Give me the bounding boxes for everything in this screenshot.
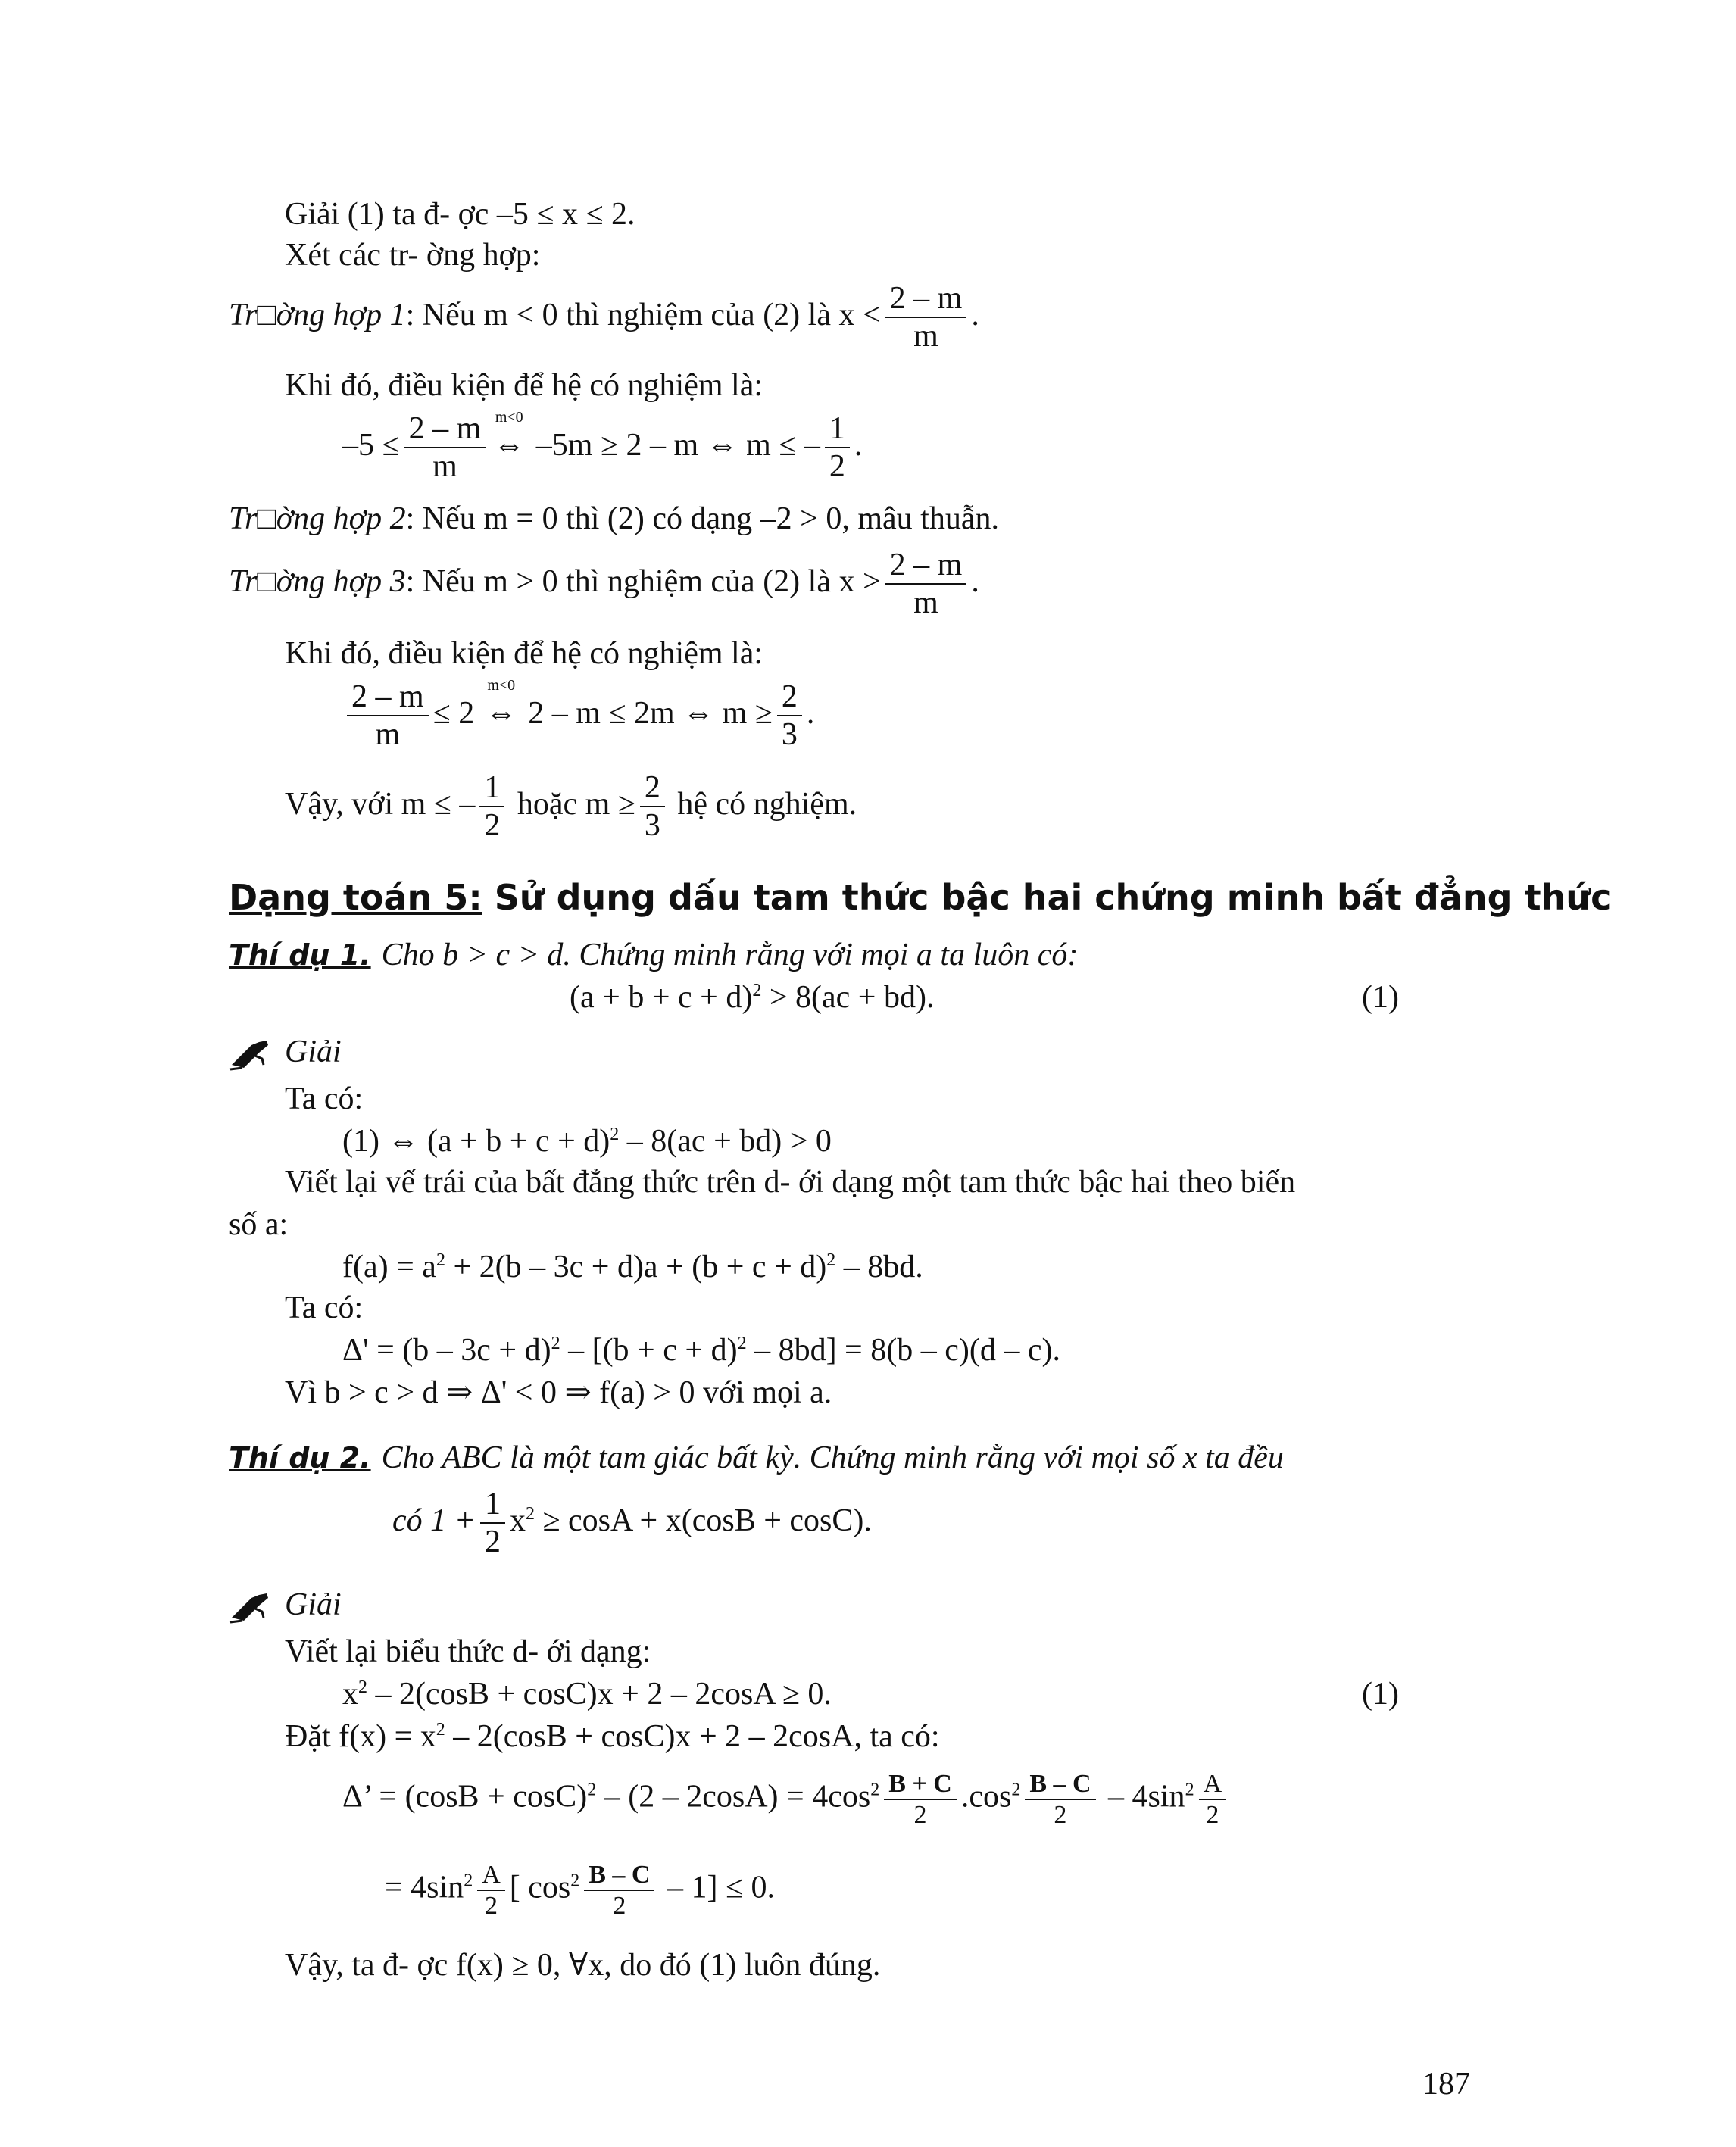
numerator: 2 – m [885, 547, 967, 585]
formula-part: + 2(b – 3c + d)a + (b + c + d) [445, 1250, 827, 1284]
fraction [477, 1860, 505, 1921]
numerator: B + C [884, 1769, 957, 1800]
numerator: 1 [825, 410, 850, 448]
ineq-part: 2 – m ≤ 2m ⇔ m ≥ [528, 695, 773, 731]
formula-part: có 1 + [392, 1503, 476, 1538]
formula-part: – 2(cosB + cosC)x + 2 – 2cosA, ta có: [445, 1719, 940, 1754]
formula-part: Δ' = (b – 3c + d) [342, 1333, 551, 1368]
superscript: 2 [587, 1780, 597, 1800]
numerator: 2 – m [404, 410, 486, 448]
formula-part: > 8(ac + bd). [761, 980, 935, 1015]
text-line: số a: [229, 1207, 289, 1242]
numerator: 2 – m [347, 679, 429, 716]
numerator: 1 [480, 1486, 505, 1524]
text-line: Giải (1) ta đ- ợc –5 ≤ x ≤ 2. [285, 197, 635, 232]
iff-symbol: ⇔ [493, 427, 526, 463]
inequality-2 [342, 676, 815, 754]
case-text: : Nếu m > 0 thì nghiệm của (2) là x > [405, 563, 881, 599]
superscript: 2 [464, 1871, 473, 1891]
formula-part: = 4sin [385, 1870, 464, 1905]
denominator: 3 [781, 717, 798, 753]
equation-number: (1) [1362, 1677, 1399, 1712]
fraction [1199, 1769, 1227, 1830]
text-line: Viết lại vế trái của bất đẳng thức trên d- ới dạng một tam thức bậc hai theo biến [285, 1165, 1296, 1200]
numerator: 2 [640, 769, 665, 807]
denominator: 2 [1206, 1801, 1219, 1830]
inequality-1 [342, 410, 862, 485]
math-line [342, 1251, 923, 1283]
case-text: : Nếu m < 0 thì nghiệm của (2) là x < [405, 297, 881, 332]
denominator: 2 [1054, 1801, 1067, 1830]
formula-part: x [342, 1677, 358, 1712]
superscript: 2 [436, 1250, 445, 1270]
case-label: Tr□ờng hợp 1 [229, 297, 406, 332]
formula-part: – 8bd. [835, 1250, 923, 1284]
math-line [342, 1334, 1060, 1366]
superscript: 2 [826, 1250, 836, 1270]
superscript: 2 [752, 981, 762, 1000]
writing-hand-icon [229, 1590, 273, 1624]
denominator: 2 [484, 1524, 501, 1560]
denominator: m [432, 449, 457, 485]
superscript: 2 [610, 1125, 620, 1144]
formula-part: Δ’ = (cosB + cosC) [342, 1779, 588, 1815]
section-title: Sử dụng dấu tam thức bậc hai chứng minh bất đẳng thức [494, 877, 1612, 918]
superscript: 2 [551, 1334, 560, 1353]
example-2-statement [229, 1442, 1284, 1474]
formula-part: x [509, 1503, 526, 1538]
text-line: Khi đó, điều kiện để hệ có nghiệm là: [285, 636, 763, 671]
math-line [285, 1721, 940, 1752]
superscript: 2 [358, 1677, 367, 1697]
fraction [825, 410, 850, 485]
example-statement: Cho ABC là một tam giác bất kỳ. Chứng minh rằng với mọi số x ta đều [381, 1440, 1284, 1475]
math-line [342, 1678, 832, 1710]
numerator: 2 [777, 679, 802, 716]
writing-hand-icon [229, 1038, 273, 1071]
formula-part: – (2 – 2cosA) = 4cos [596, 1779, 871, 1815]
denominator: 3 [644, 808, 660, 844]
iff-with-condition [482, 676, 520, 731]
fraction [777, 679, 802, 754]
superscript: 2 [436, 1720, 445, 1740]
text-line: Vì b > c > d ⇒ Δ' < 0 ⇒ f(a) > 0 với mọi a. [285, 1375, 832, 1410]
formula-part: .cos [960, 1779, 1012, 1815]
equation-number: (1) [1362, 980, 1399, 1015]
conclusion-line [285, 769, 857, 844]
text-line: Ta có: [285, 1290, 364, 1325]
solution-heading [229, 1589, 342, 1624]
case-1-line [229, 280, 979, 355]
fraction [1025, 1769, 1095, 1830]
period: . [971, 563, 979, 599]
text-line: Xét các tr- ờng hợp: [285, 238, 541, 273]
denominator: 2 [484, 1892, 498, 1921]
denominator: m [913, 585, 938, 621]
fraction [584, 1860, 654, 1921]
formula-part: – 4sin [1100, 1779, 1185, 1815]
condition: m<0 [487, 676, 516, 694]
superscript: 2 [737, 1334, 747, 1353]
denominator: 2 [484, 808, 501, 844]
text-line: Ta có: [285, 1081, 364, 1116]
formula-part: – 8bd] = 8(b – c)(d – c). [746, 1333, 1060, 1368]
period: . [806, 695, 815, 731]
fraction [885, 547, 967, 622]
delta-line-2 [385, 1860, 775, 1921]
example-label: Thí dụ 2. [229, 1441, 371, 1475]
example-1-statement [229, 939, 1078, 971]
denominator: m [913, 319, 938, 354]
formula-part: – 2(cosB + cosC)x + 2 – 2cosA ≥ 0. [367, 1677, 832, 1712]
formula-part: – 1] ≤ 0. [659, 1870, 776, 1905]
formula-part: ≥ cosA + x(cosB + cosC). [534, 1503, 872, 1538]
period: . [854, 427, 863, 463]
text-line: Khi đó, điều kiện để hệ có nghiệm là: [285, 368, 763, 403]
iff-symbol: ⇔ [485, 695, 517, 731]
formula-part: [ cos [509, 1870, 571, 1905]
ineq-part: –5m ≥ 2 – m ⇔ m ≤ – [535, 427, 820, 463]
example-label: Thí dụ 1. [229, 938, 371, 972]
conclusion-part: Vậy, với m ≤ – [285, 786, 476, 822]
superscript: 2 [1185, 1780, 1194, 1800]
numerator: B – C [584, 1860, 654, 1891]
case-label: Tr□ờng hợp 3 [229, 563, 406, 599]
solution-heading [229, 1036, 342, 1071]
page-number: 187 [1422, 2067, 1470, 2102]
conclusion-part: hệ có nghiệm. [677, 786, 857, 822]
superscript: 2 [870, 1780, 880, 1800]
denominator: 2 [829, 449, 845, 485]
fraction [404, 410, 486, 485]
fraction [885, 280, 967, 355]
numerator: A [1199, 1769, 1227, 1800]
iff-with-condition [490, 408, 528, 463]
text-line: Vậy, ta đ- ợc f(x) ≥ 0, ∀x, do đó (1) luôn đúng. [285, 1948, 881, 1983]
ineq-part: ≤ 2 [432, 695, 475, 731]
period: . [971, 297, 979, 332]
fraction [347, 679, 429, 754]
case-label: Tr□ờng hợp 2 [229, 501, 406, 536]
case-text: : Nếu m = 0 thì (2) có dạng –2 > 0, mâu thuẫn. [405, 501, 999, 536]
denominator: 2 [913, 1801, 927, 1830]
example-statement: Cho b > c > d. Chứng minh rằng với mọi a ta luôn có: [381, 938, 1079, 972]
superscript: 2 [525, 1503, 535, 1524]
formula-part: (a + b + c + d) [570, 980, 753, 1015]
numerator: 1 [479, 769, 504, 807]
case-3-line [229, 547, 979, 622]
example-1-formula [570, 981, 934, 1013]
section-tag: Dạng toán 5: [229, 877, 482, 918]
condition: m<0 [495, 408, 523, 426]
formula-part: f(a) = a [342, 1250, 436, 1284]
solution-label: Giải [285, 1587, 342, 1622]
fraction [884, 1769, 957, 1830]
formula-part: – [(b + c + d) [560, 1333, 738, 1368]
formula-part: Đặt f(x) = x [285, 1719, 436, 1754]
delta-line [342, 1769, 1231, 1830]
example-2-formula [392, 1486, 872, 1561]
math-line [342, 1125, 832, 1157]
numerator: A [477, 1860, 505, 1891]
conclusion-part: hoặc m ≥ [517, 786, 635, 822]
superscript: 2 [1011, 1780, 1021, 1800]
fraction [640, 769, 665, 844]
text-line: Viết lại biểu thức d- ới dạng: [285, 1634, 651, 1669]
case-2-line [229, 503, 999, 535]
fraction [479, 769, 504, 844]
section-heading [229, 877, 1612, 918]
superscript: 2 [570, 1871, 580, 1891]
formula-part: – 8(ac + bd) > 0 [619, 1124, 832, 1159]
formula-part: (1) ⇔ (a + b + c + d) [342, 1124, 610, 1159]
denominator: m [375, 717, 401, 753]
solution-label: Giải [285, 1034, 342, 1069]
numerator: 2 – m [885, 280, 967, 318]
denominator: 2 [613, 1892, 626, 1921]
numerator: B – C [1025, 1769, 1095, 1800]
fraction [480, 1486, 505, 1561]
ineq-part: –5 ≤ [342, 427, 400, 463]
